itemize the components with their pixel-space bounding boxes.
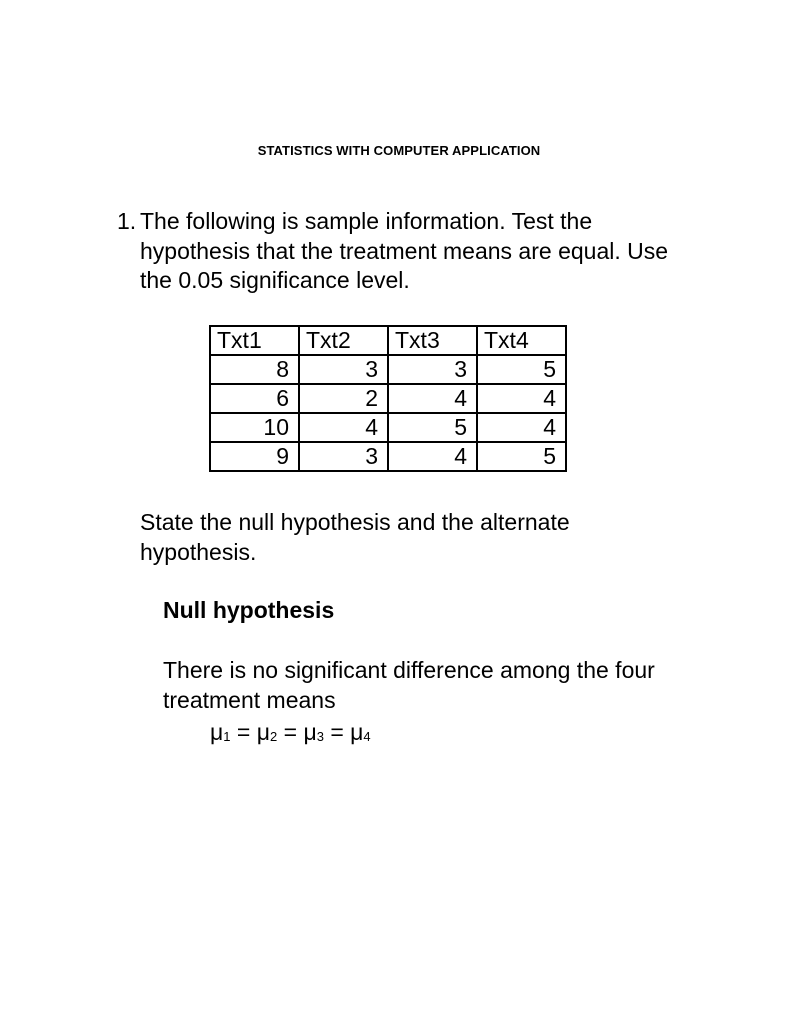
table-header-cell: Txt4 [477,326,566,355]
table-cell: 5 [388,413,477,442]
table-cell: 6 [210,384,299,413]
question-text: The following is sample information. Test the hypothesis that the treatment means are equal. Use the 0.05 significance level. [140,208,669,293]
table-header-cell: Txt2 [299,326,388,355]
question-number: 1. [117,208,137,234]
question-block [117,207,677,296]
table-cell: 4 [299,413,388,442]
table-cell: 5 [477,442,566,471]
table-cell: 3 [388,355,477,384]
table-cell: 10 [210,413,299,442]
data-table [209,325,567,472]
table-cell: 4 [388,384,477,413]
table-cell: 9 [210,442,299,471]
mu-symbol: μ [256,719,270,745]
table-cell: 4 [477,384,566,413]
null-hypothesis-text: There is no significant difference among the four treatment means [163,657,655,713]
null-hypothesis-heading: Null hypothesis [163,597,335,623]
table-row [210,442,566,471]
mu-symbol: μ [303,719,317,745]
table-cell: 3 [299,355,388,384]
table-row [210,355,566,384]
mu-symbol: μ [210,719,224,745]
equals-operator: = [277,719,304,745]
equals-operator: = [323,719,351,745]
mu-subscript: 3 [316,729,324,744]
table-cell: 3 [299,442,388,471]
mu-symbol: μ [350,719,364,745]
table-row [210,413,566,442]
table-cell: 4 [388,442,477,471]
table-header-cell: Txt3 [388,326,477,355]
table-header-row [210,326,566,355]
equals-operator: = [230,719,257,745]
mu-subscript: 4 [363,729,371,744]
instruction-text: State the null hypothesis and the alternate hypothesis. [140,509,570,565]
mu-subscript: 1 [223,729,231,744]
table-cell: 8 [210,355,299,384]
page-title: STATISTICS WITH COMPUTER APPLICATION [257,143,541,158]
table-header-cell: Txt1 [210,326,299,355]
table-cell: 2 [299,384,388,413]
hypothesis-equation [210,718,371,752]
table-cell: 4 [477,413,566,442]
mu-subscript: 2 [269,729,278,744]
table-row [210,384,566,413]
table-cell: 5 [477,355,566,384]
